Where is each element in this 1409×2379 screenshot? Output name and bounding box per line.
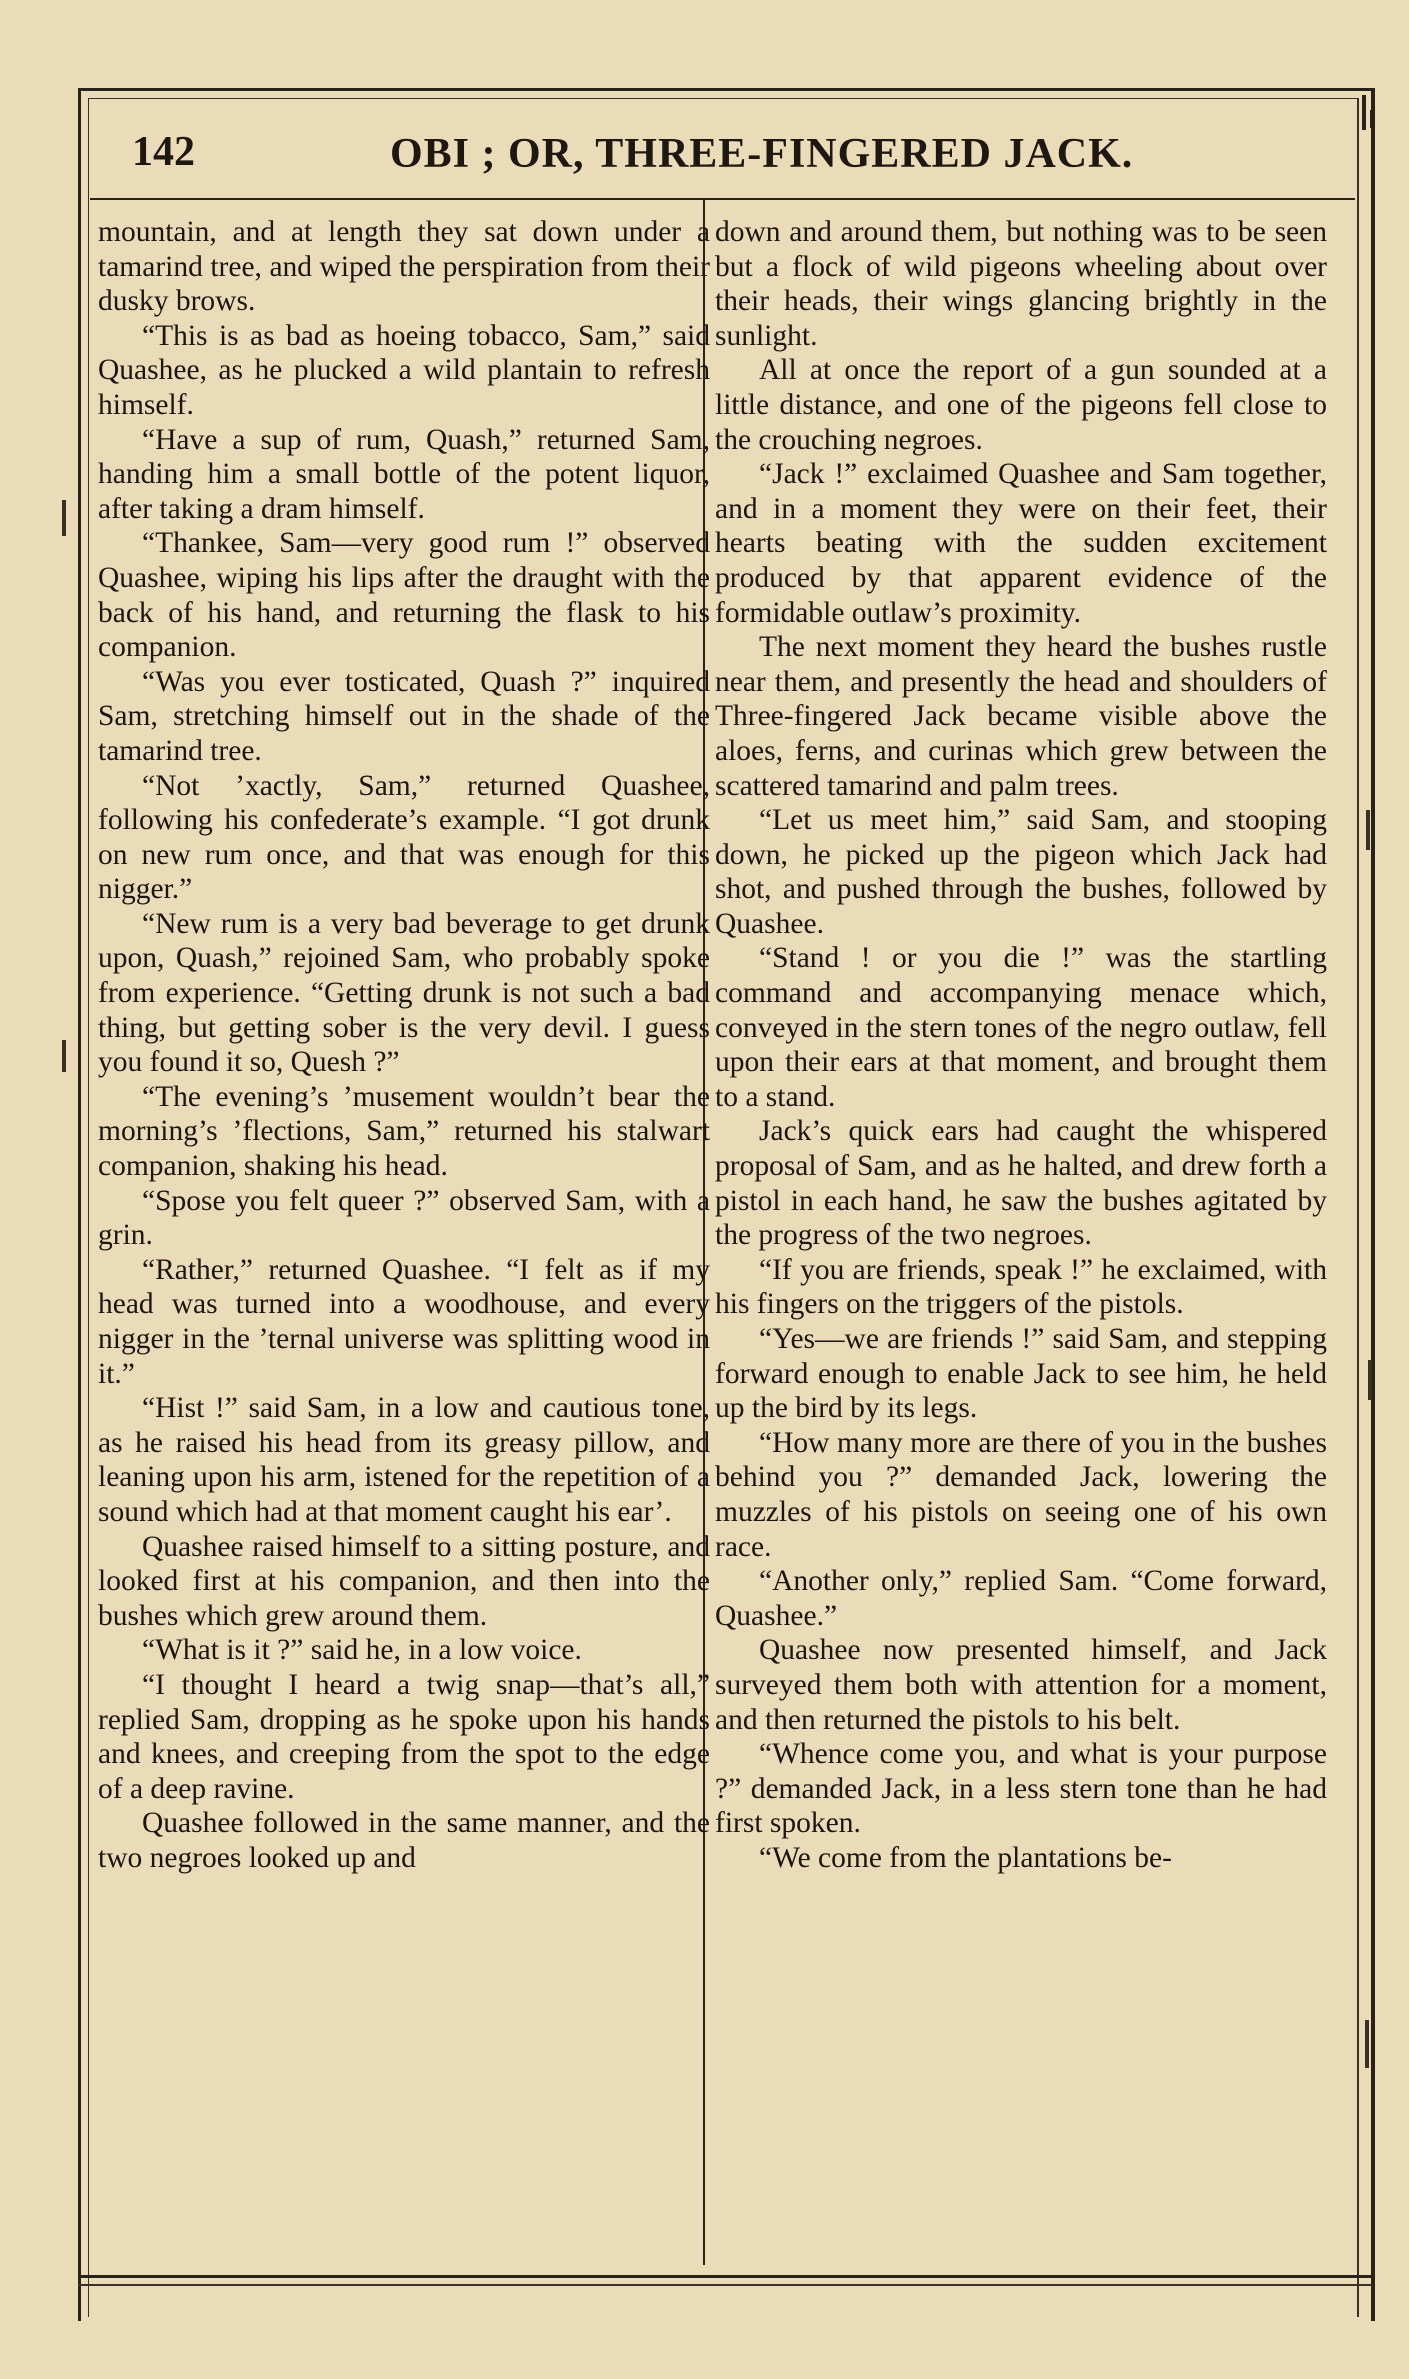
- paragraph: “Jack !” exclaimed Quashee and Sam together, and in a moment they were on their feet, their hearts beating with the sudden excitement produced by that apparent evidence of the formidable outlaw’s proximity.: [715, 458, 1327, 629]
- paragraph: “Whence come you, and what is your purpose ?” demanded Jack, in a less stern tone than he had first spoken.: [715, 1738, 1327, 1840]
- paragraph: “The evening’s ’musement wouldn’t bear the morning’s ’flections, Sam,” returned his stalwart companion, shaking his head.: [98, 1080, 710, 1183]
- right-column: [715, 215, 1327, 1876]
- left-column: [98, 215, 710, 1876]
- paragraph: “This is as bad as hoeing tobacco, Sam,” said Quashee, as he plucked a wild plantain to refresh himself.: [98, 319, 710, 421]
- paragraph: Quashee now presented himself, and Jack surveyed them both with attention for a moment, and then returned the pistols to his belt.: [715, 1634, 1327, 1736]
- paragraph: “Hist !” said Sam, in a low and cautious tone, as he raised his head from its greasy pillow, and leaning upon his arm, istened for the repetition of a sound which had at that moment caught his ear’.: [98, 1392, 710, 1528]
- paragraph: “I thought I heard a twig snap—that’s all,” replied Sam, dropping as he spoke upon his hands and knees, and creeping from the spot to the edge of a deep ravine.: [98, 1668, 710, 1805]
- paragraph: down and around them, but nothing was to be seen but a flock of wild pigeons wheeling about over their heads, their wings glancing brightly in the sunlight.: [715, 216, 1327, 352]
- paragraph: All at once the report of a gun sounded at a little distance, and one of the pigeons fell close to the crouching negroes.: [715, 354, 1327, 456]
- page-number: 142: [132, 129, 195, 175]
- paragraph: “Spose you felt queer ?” observed Sam, with a grin.: [98, 1184, 710, 1252]
- paragraph: “Have a sup of rum, Quash,” returned Sam, handing him a small bottle of the potent liquor, after taking a dram himself.: [98, 423, 710, 525]
- paragraph: “New rum is a very bad beverage to get drunk upon, Quash,” rejoined Sam, who probably spoke from experience. “Getting drunk is not such a bad thing, but getting sober is the very devil. I guess you found it so, Quesh ?”: [98, 907, 710, 1079]
- paragraph: The next moment they heard the bushes rustle near them, and presently the head and shoulders of Three-fingered Jack became visible above the aloes, ferns, and curinas which grew between the scattered tamarind and palm trees.: [715, 631, 1327, 802]
- running-title: OBI ; OR, THREE-FINGERED JACK.: [390, 131, 1134, 177]
- paragraph: “Rather,” returned Quashee. “I felt as if my head was turned into a woodhouse, and every nigger in the ’ternal universe was splitting wood in it.”: [98, 1253, 710, 1390]
- paragraph: “Stand ! or you die !” was the startling command and accompanying menace which, conveyed in the stern tones of the negro outlaw, fell upon their ears at that moment, and brought them to a stand.: [715, 942, 1327, 1113]
- paragraph: “Thankee, Sam—very good rum !” observed Quashee, wiping his lips after the draught with the back of his hand, and returning the flask to his companion.: [98, 527, 710, 664]
- bottom-rule: [78, 2284, 1373, 2286]
- page-header: [90, 128, 1355, 198]
- header-rule: [90, 198, 1355, 200]
- paragraph: “We come from the plantations be-: [759, 1841, 1172, 1874]
- paragraph: “Yes—we are friends !” said Sam, and stepping forward enough to enable Jack to see him, he held up the bird by its legs.: [715, 1323, 1327, 1425]
- paragraph: Jack’s quick ears had caught the whispered proposal of Sam, and as he halted, and drew forth a pistol in each hand, he saw the bushes agitated by the progress of the two negroes.: [715, 1115, 1327, 1252]
- paragraph: “How many more are there of you in the bushes behind you ?” demanded Jack, lowering the muzzles of his pistols on seeing one of his own race.: [715, 1426, 1327, 1563]
- paragraph: “Was you ever tosticated, Quash ?” inquired Sam, stretching himself out in the shade of the tamarind tree.: [98, 665, 710, 767]
- bottom-rule: [78, 2275, 1373, 2278]
- paragraph: “If you are friends, speak !” he exclaimed, with his fingers on the triggers of the pistols.: [715, 1253, 1327, 1321]
- paragraph: “Not ’xactly, Sam,” returned Quashee, following his confederate’s example. “I got drunk on new rum once, and that was enough for this nigger.”: [98, 769, 710, 906]
- paragraph: “Another only,” replied Sam. “Come forward, Quashee.”: [715, 1565, 1327, 1632]
- paragraph: Quashee followed in the same manner, and the two negroes looked up and: [98, 1807, 710, 1874]
- paragraph: mountain, and at length they sat down under a tamarind tree, and wiped the perspiration from their dusky brows.: [98, 216, 710, 318]
- paragraph: “What is it ?” said he, in a low voice.: [142, 1634, 582, 1667]
- paragraph: Quashee raised himself to a sitting posture, and looked first at his companion, and then into the bushes which grew around them.: [98, 1530, 710, 1632]
- paragraph: “Let us meet him,” said Sam, and stooping down, he picked up the pigeon which Jack had shot, and pushed through the bushes, followed by Quashee.: [715, 804, 1327, 940]
